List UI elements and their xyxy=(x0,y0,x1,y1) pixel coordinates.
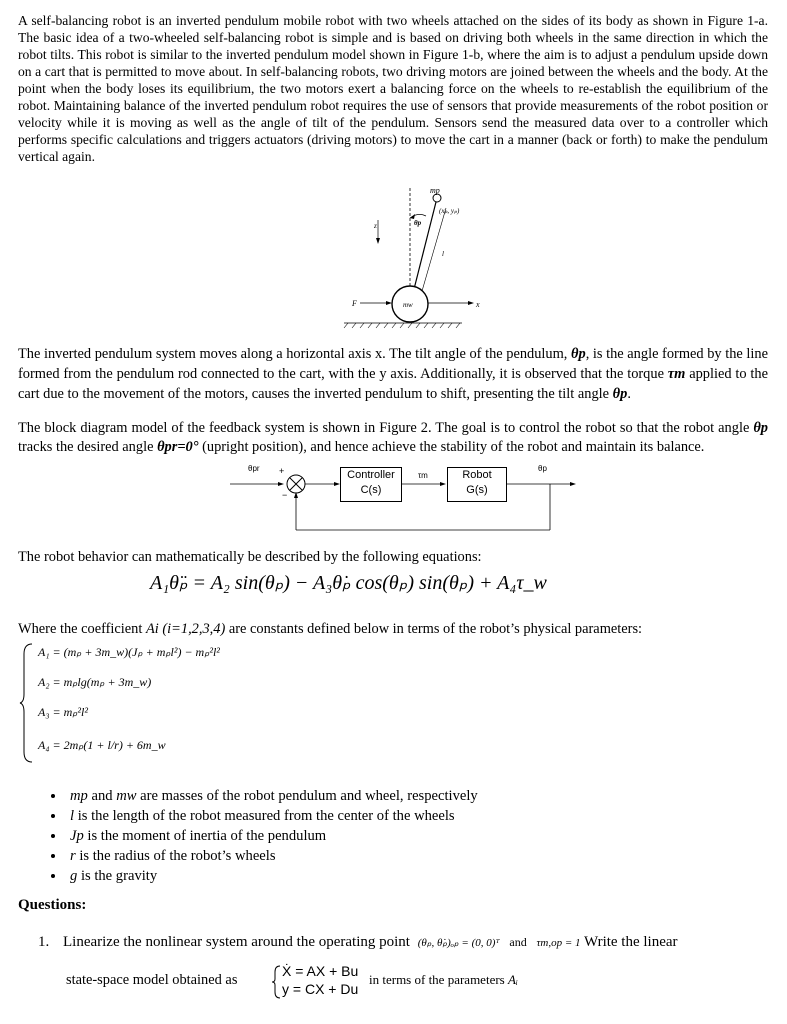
coefficient-text xyxy=(18,621,642,638)
question-1-line-1 xyxy=(38,934,678,951)
para2-text-d: . xyxy=(627,386,631,402)
controller-transfer: C(s) xyxy=(360,484,382,496)
controller-block xyxy=(340,467,402,502)
list-item: • r is the radius of the robot’s wheels xyxy=(66,846,478,866)
left-brace-icon xyxy=(18,642,38,764)
list-item: • mp and mw are masses of the robot pendulum and wheel, respectively xyxy=(66,786,478,806)
and-word: and xyxy=(509,935,527,949)
question-text-b: Write the linear xyxy=(584,934,678,950)
theta-symbol-3: θp xyxy=(753,420,768,436)
question-number: 1. xyxy=(38,934,50,950)
theta-ref-symbol: θpr=0° xyxy=(157,439,199,455)
pendulum-mass xyxy=(433,194,441,202)
theta-symbol: θp xyxy=(571,346,586,362)
theta-symbol-2: θp xyxy=(612,386,628,402)
x-axis-arrowhead xyxy=(468,301,474,305)
question-text-c: state-space model obtained as xyxy=(66,972,238,988)
para3-text-c: (upright position), and hence achieve the stability of the robot and maintain its balance. xyxy=(198,439,705,455)
reference-input-label: θpr xyxy=(248,464,260,473)
coordinate-label: (xₚ, yₚ) xyxy=(439,207,460,215)
parameter-symbol: Aᵢ xyxy=(507,972,518,987)
x-label: x xyxy=(476,300,480,309)
para2-text-c: applied to the cart due to the movement of the motors, causes the inverted pendulum to shift, presenting the tilt angle xyxy=(18,366,768,402)
question-text-d-span: in terms of the parameters xyxy=(369,972,505,987)
list-item: • Jp is the moment of inertia of the pendulum xyxy=(66,826,478,846)
plus-sign: + xyxy=(279,466,285,476)
intro-paragraph: A self-balancing robot is an inverted pendulum mobile robot with two wheels attached on the sides of its body as shown in Figure 1-a. The basic idea of a two-wheeled self-balancing robot is simple and is based on driving both wheels in the same direction in which the robot tilts. This robot is similar to the inverted pendulum model shown in Figure 1-b, where the aim is to adjust a pendulum upside down on a cart that is permitted to move about. In self-balancing robots, two driving motors are joined between the wheels and the body. At the point when the body loses its equilibrium, the two motors exert a balancing force on the wheels to re-establish the equilibrium of the robot. Maintaining balance of the inverted pendulum robot requires the use of sensors that provide measurements of the robot position or velocity while it is moving as well as the angle of tilt of the pendulum. Sensors send the measured data over to a controller which performs specific calculations and triggers actuators (driving motors) to move the cart in a manner (back or forth) to make the pendulum vertical again. xyxy=(18,13,768,164)
questions-heading: Questions: xyxy=(18,897,87,913)
ground-hatch xyxy=(344,323,460,328)
small-brace-icon xyxy=(270,964,282,1000)
coef-text-c: are constants defined below in terms of the robot’s physical parameters: xyxy=(225,621,643,637)
block-diagram-paragraph xyxy=(18,419,768,457)
list-item: • l is the length of the robot measured from the center of the wheels xyxy=(66,806,478,826)
para3-text-b: tracks the desired angle xyxy=(18,439,158,455)
coef-text-b: Ai (i=1,2,3,4) xyxy=(145,621,226,637)
block-diagram xyxy=(230,462,580,542)
coefficient-a2: A₂ = mₚlg(mₚ + 3m_w) xyxy=(38,675,152,689)
theta-label: θp xyxy=(414,219,422,227)
minus-sign: − xyxy=(282,490,288,500)
torque-operating: τm,op = 1 xyxy=(536,937,581,949)
z-label: z xyxy=(374,222,377,230)
robot-title: Robot xyxy=(462,469,492,481)
wheel-mass-label: mw xyxy=(403,301,413,309)
question-text-d xyxy=(369,972,518,988)
coefficient-a3: A₃ = mₚ²l² xyxy=(38,705,88,719)
output-equation: y = CX + Du xyxy=(282,981,359,997)
robot-transfer: G(s) xyxy=(466,484,488,496)
list-item: • g is the gravity xyxy=(66,866,478,886)
output-label: θp xyxy=(538,464,547,473)
force-arrowhead xyxy=(386,301,392,305)
force-label: F xyxy=(352,299,357,308)
torque-signal-label: τm xyxy=(418,471,428,480)
behavior-text: The robot behavior can mathematically be described by the following equations: xyxy=(18,549,482,565)
para2-text-b: , is the angle formed by the line formed from the pendulum rod connected to the cart, with the y axis. Additionally, it is observed that the torque xyxy=(18,346,768,382)
coefficient-a1: A₁ = (mₚ + 3m_w)(Jₚ + mₚl²) − mₚ²l² xyxy=(38,645,220,659)
operating-point: (θₚ, θ̇ₚ)ₒₚ = (0, 0)ᵀ xyxy=(417,937,500,949)
state-equation: Ẋ = AX + Bu xyxy=(282,963,359,979)
parameter-list xyxy=(36,786,478,886)
robot-block xyxy=(447,467,507,502)
para3-text-a: The block diagram model of the feedback system is shown in Figure 2. The goal is to control the robot so that the robot angle xyxy=(18,420,754,436)
coef-text-a: Where the coefficient xyxy=(18,621,146,637)
pendulum-description-paragraph xyxy=(18,344,768,404)
mass-label: mp xyxy=(430,186,440,195)
controller-title: Controller xyxy=(347,469,395,481)
question-text-a: Linearize the nonlinear system around the operating point xyxy=(63,934,410,950)
coefficient-a4: A₄ = 2mₚ(1 + l/r) + 6m_w xyxy=(38,738,166,752)
main-equation: A₁θ̈ₚ = A₂ sin(θₚ) − A₃θ̇ₚ cos(θₚ) sin(θₚ) + A₄τ_w xyxy=(150,572,547,594)
z-axis-arrowhead xyxy=(376,238,380,244)
tau-symbol: τm xyxy=(667,366,686,382)
para2-text-a: The inverted pendulum system moves along a horizontal axis x. The tilt angle of the pendulum, xyxy=(18,346,572,362)
inverted-pendulum-figure xyxy=(330,180,500,330)
length-label: l xyxy=(442,250,444,258)
